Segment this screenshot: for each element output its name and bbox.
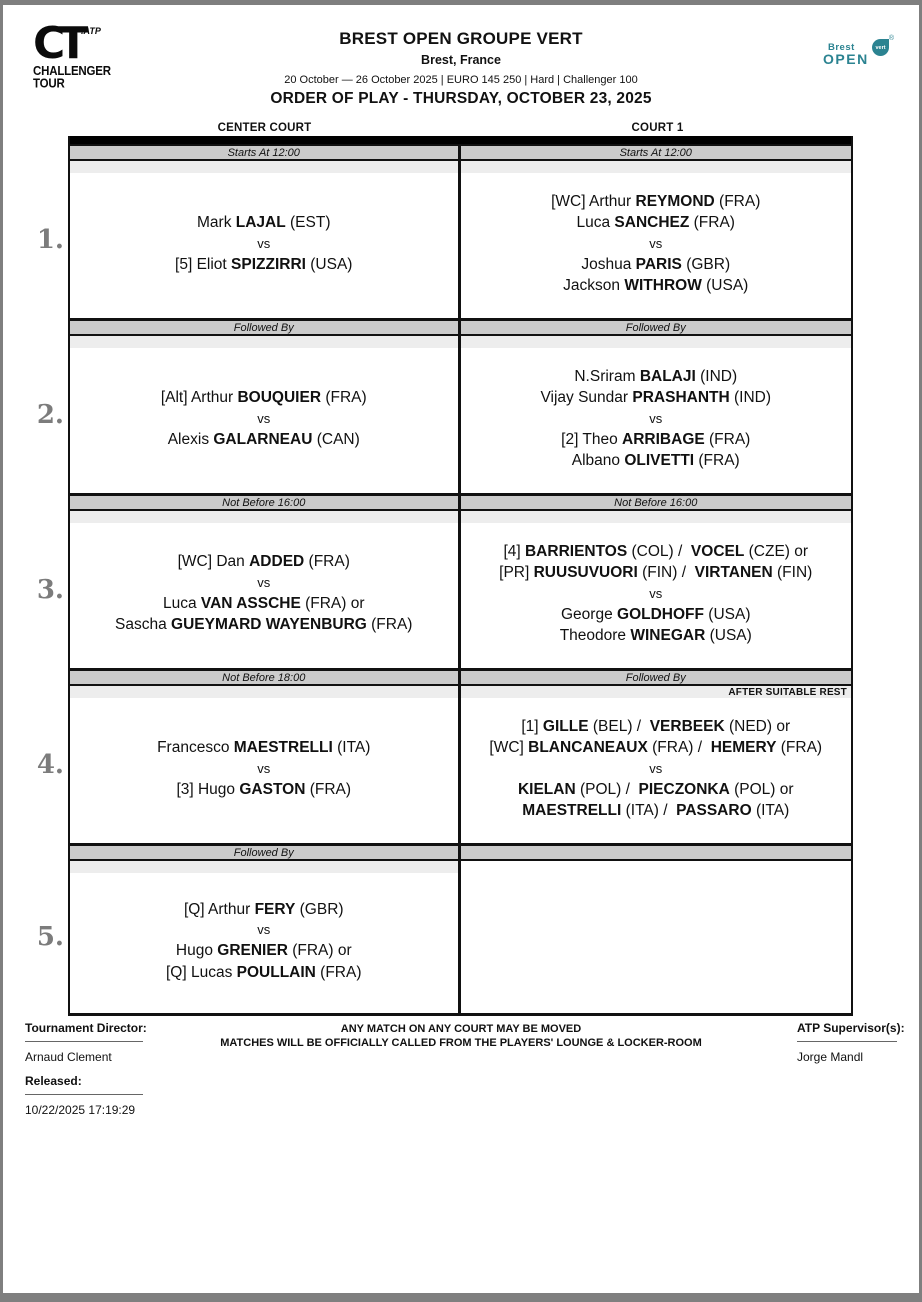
time-band: Starts At 12:00: [461, 144, 852, 161]
player-line: [176, 779, 351, 801]
match-content: [74, 521, 454, 666]
player-text: (CAN): [312, 430, 360, 448]
center-court-column: [70, 493, 461, 668]
player-text: (USA): [703, 605, 751, 623]
player-line: [489, 737, 822, 759]
player-text: [Q] Arthur: [183, 900, 255, 918]
schedule-row: [36, 144, 851, 318]
empty-match-cell: [461, 861, 852, 1013]
released-timestamp: 10/22/2025 17:19:29: [25, 1103, 136, 1117]
player-text: (FRA) or: [287, 942, 352, 960]
tour-text: TOUR: [33, 77, 65, 91]
player-line: [178, 551, 350, 573]
time-band: Followed By: [461, 318, 852, 336]
player-line: [197, 212, 330, 234]
player-text: Jackson: [563, 277, 625, 294]
footer-left: [25, 1021, 147, 1117]
schedule-row: [36, 668, 851, 843]
player-surname: GILLE: [542, 717, 589, 735]
time-band: Not Before 16:00: [461, 493, 852, 511]
vs-label: vs: [257, 922, 271, 938]
player-surname: FERY: [254, 900, 296, 918]
player-surname: MAESTRELLI: [522, 802, 622, 819]
schedule-row: [36, 318, 851, 493]
atp-wordmark: .ATP: [81, 26, 101, 36]
player-surname: WITHROW: [624, 277, 702, 294]
schedule-row: [36, 493, 851, 668]
center-court-column: [70, 144, 461, 318]
player-line: [540, 387, 771, 409]
player-text: [3] Hugo: [176, 780, 240, 798]
player-text: (FRA): [366, 616, 413, 634]
player-line: [157, 737, 370, 759]
vs-label: vs: [649, 410, 663, 426]
match-content: [74, 346, 454, 491]
player-text: (ITA) /: [621, 802, 677, 819]
player-text: (FIN) /: [637, 564, 695, 581]
player-surname: PIECZONKA: [638, 780, 730, 798]
player-text: (FRA): [315, 963, 362, 981]
match-cell: [461, 161, 852, 318]
match-content: [74, 171, 454, 316]
player-surname: VOCEL: [690, 542, 745, 560]
vs-label: vs: [257, 410, 271, 426]
player-text: Hugo: [175, 942, 218, 960]
match-cell: [70, 686, 458, 843]
table-top-bar: [70, 136, 851, 144]
vs-label: vs: [257, 235, 271, 251]
order-of-play-title: ORDER OF PLAY - THURSDAY, OCTOBER 23, 2025: [270, 90, 652, 107]
match-cell: [461, 336, 852, 493]
player-line: [168, 429, 360, 451]
tournament-director-label: Tournament Director:: [25, 1021, 147, 1035]
player-text: [2] Theo: [561, 430, 623, 448]
center-court-column: [70, 318, 461, 493]
match-content: [74, 696, 454, 841]
player-surname: SANCHEZ: [614, 214, 690, 231]
tournament-location: Brest, France: [421, 53, 501, 67]
player-surname: REYMOND: [635, 192, 715, 210]
court-1-column: [461, 668, 852, 843]
after-suitable-rest-note: AFTER SUITABLE REST: [728, 687, 847, 698]
player-text: (FRA): [304, 553, 350, 571]
player-text: Luca: [576, 214, 615, 231]
time-band: Not Before 16:00: [70, 493, 458, 511]
player-text: Luca: [162, 594, 201, 612]
player-surname: PASSARO: [676, 802, 752, 819]
player-line: [561, 604, 750, 626]
match-content: [465, 346, 848, 491]
player-text: (GBR): [681, 255, 731, 273]
time-band: Starts At 12:00: [70, 144, 458, 161]
player-text: [PR]: [499, 564, 534, 581]
match-number: 2.: [36, 399, 64, 430]
match-content: [465, 521, 848, 666]
player-surname: ARRIBAGE: [622, 430, 705, 448]
court-1-column: [461, 318, 852, 493]
footer-notice: [133, 1023, 789, 1050]
player-surname: VIRTANEN: [694, 564, 773, 581]
brest-open-vert-logo: [823, 35, 895, 84]
player-surname: GALARNEAU: [213, 430, 313, 448]
player-text: (POL) /: [575, 780, 639, 798]
player-text: (ITA): [332, 739, 371, 756]
player-text: (FIN): [772, 564, 813, 581]
brest-wordmark: Brest: [828, 42, 855, 53]
player-text: (NED) or: [724, 717, 791, 735]
court-1-column: [461, 843, 852, 1013]
player-text: (COL) /: [627, 542, 691, 560]
time-band: [461, 843, 852, 861]
player-text: (FRA): [689, 214, 735, 231]
player-text: (FRA): [704, 430, 751, 448]
player-surname: KIELAN: [517, 780, 576, 798]
player-line: [551, 191, 760, 213]
vert-droplet-icon: [872, 39, 889, 56]
divider: [797, 1041, 897, 1042]
player-surname: OLIVETTI: [624, 452, 695, 469]
time-band: Not Before 18:00: [70, 668, 458, 686]
match-cell: [461, 511, 852, 668]
player-text: (FRA): [305, 780, 352, 798]
player-surname: GUEYMARD WAYENBURG: [171, 616, 367, 634]
released-label: Released:: [25, 1074, 82, 1088]
match-content: [74, 871, 454, 1011]
player-surname: GRENIER: [217, 942, 288, 960]
player-text: Joshua: [581, 255, 636, 273]
player-text: (USA): [705, 627, 752, 644]
match-cell: [70, 336, 458, 493]
player-surname: LAJAL: [235, 214, 286, 231]
player-text: Sascha: [115, 616, 172, 634]
notice-line-2: MATCHES WILL BE OFFICIALLY CALLED FROM THE PLAYERS' LOUNGE & LOCKER-ROOM: [220, 1036, 702, 1049]
player-text: (ITA): [751, 802, 790, 819]
player-text: [Alt] Arthur: [160, 389, 238, 406]
player-line: [577, 212, 735, 234]
atp-supervisor-label: ATP Supervisor(s):: [797, 1021, 905, 1035]
player-text: (FRA): [776, 739, 823, 756]
player-surname: BARRIENTOS: [524, 542, 628, 560]
page: [3, 5, 919, 1293]
player-surname: MAESTRELLI: [233, 739, 333, 756]
divider: [25, 1094, 143, 1095]
player-text: Albano: [571, 452, 625, 469]
notice-line-1: ANY MATCH ON ANY COURT MAY BE MOVED: [340, 1023, 582, 1035]
player-surname: VERBEEK: [649, 717, 725, 735]
player-surname: BALAJI: [639, 367, 696, 385]
player-text: Theodore: [559, 627, 631, 644]
player-text: Mark: [197, 214, 236, 231]
player-line: [184, 899, 344, 921]
divider: [25, 1041, 143, 1042]
time-band: Followed By: [70, 843, 458, 861]
player-surname: BOUQUIER: [237, 389, 322, 406]
vert-badge-text: vert: [875, 44, 886, 51]
atp-supervisor-name: Jorge Mandl: [797, 1050, 864, 1064]
player-text: [Q] Lucas: [165, 963, 237, 981]
player-line: [115, 614, 412, 636]
vs-label: vs: [649, 760, 663, 776]
player-text: (FRA) /: [647, 739, 711, 756]
player-text: (FRA): [714, 192, 761, 210]
player-line: [499, 562, 812, 584]
time-band: Followed By: [70, 318, 458, 336]
tournament-title: BREST OPEN GROUPE VERT: [339, 29, 583, 48]
player-line: [175, 254, 352, 276]
tournament-details: 20 October — 26 October 2025 | EURO 145 250 | Hard | Challenger 100: [284, 74, 638, 86]
player-surname: SPIZZIRRI: [231, 255, 306, 273]
court-1-column: [461, 144, 852, 318]
match-content: [465, 696, 848, 841]
vs-label: vs: [257, 760, 271, 776]
match-number: 5.: [36, 922, 64, 952]
player-text: (USA): [305, 255, 353, 273]
player-line: [522, 800, 789, 822]
schedule-row: [36, 843, 851, 1013]
player-line: [560, 625, 752, 647]
player-line: [176, 940, 352, 962]
challenger-tour-wordmark: [33, 66, 153, 91]
player-surname: GOLDHOFF: [617, 605, 704, 623]
match-cell: [70, 861, 458, 1013]
schedule-sections: [36, 144, 851, 1013]
player-line: [574, 366, 737, 388]
player-text: (FRA) or: [300, 594, 365, 612]
player-surname: GASTON: [239, 780, 306, 798]
footer-right: [797, 1021, 905, 1064]
match-number: 1.: [36, 225, 64, 255]
player-text: (GBR): [295, 900, 344, 918]
player-surname: POULLAIN: [236, 963, 316, 981]
player-line: [503, 541, 808, 563]
player-text: George: [561, 605, 618, 623]
player-surname: ADDED: [249, 553, 305, 571]
vs-label: vs: [257, 574, 271, 590]
player-line: [166, 962, 362, 984]
player-text: [WC] Arthur: [551, 192, 636, 210]
player-line: [161, 387, 367, 409]
player-surname: VAN ASSCHE: [200, 594, 301, 612]
tournament-header: [143, 29, 779, 86]
player-line: [561, 429, 750, 451]
player-text: Alexis: [167, 430, 214, 448]
player-surname: RUUSUVUORI: [533, 564, 638, 581]
player-text: [WC] Dan: [177, 553, 250, 571]
match-number: 4.: [36, 749, 64, 780]
player-surname: PRASHANTH: [632, 389, 730, 406]
match-cell: [70, 161, 458, 318]
player-surname: HEMERY: [710, 739, 777, 756]
player-text: (POL) or: [729, 780, 794, 798]
player-line: [163, 593, 365, 615]
player-text: [5] Eliot: [175, 255, 232, 273]
match-content: [465, 171, 848, 316]
vs-label: vs: [649, 235, 663, 251]
column-header-court-1: COURT 1: [631, 122, 684, 134]
registered-mark: ®: [888, 35, 894, 42]
player-text: (EST): [285, 214, 331, 231]
player-line: [563, 275, 748, 297]
vs-label: vs: [649, 585, 663, 601]
player-line: [581, 254, 730, 276]
player-text: (FRA): [321, 389, 367, 406]
player-text: N.Sriram: [574, 367, 640, 385]
match-cell: [70, 511, 458, 668]
player-surname: BLANCANEAUX: [528, 739, 648, 756]
atp-challenger-tour-logo: [33, 18, 153, 95]
column-header-center-court: CENTER COURT: [217, 122, 312, 134]
player-surname: PARIS: [635, 255, 682, 273]
center-court-column: [70, 668, 461, 843]
player-text: (FRA): [694, 452, 740, 469]
player-text: (IND): [695, 367, 738, 385]
match-number: 3.: [36, 574, 64, 605]
player-text: (BEL) /: [588, 717, 650, 735]
court-1-column: [461, 493, 852, 668]
player-text: (CZE) or: [744, 542, 809, 560]
time-band: Followed By: [461, 668, 852, 686]
center-court-column: [70, 843, 461, 1013]
player-text: (USA): [701, 277, 749, 294]
player-line: [572, 450, 740, 472]
player-text: Vijay Sundar: [540, 389, 633, 406]
player-line: [521, 716, 790, 738]
tournament-director-name: Arnaud Clement: [25, 1050, 112, 1064]
player-text: [WC]: [489, 739, 529, 756]
player-text: Francesco: [157, 739, 234, 756]
challenger-text: CHALLENGER: [33, 64, 111, 79]
player-text: [1]: [521, 717, 543, 735]
player-text: (IND): [729, 389, 772, 406]
player-line: [518, 779, 794, 801]
ct-monogram-icon: CT: [33, 18, 82, 69]
order-of-play-table: [36, 136, 853, 1016]
open-wordmark: OPEN: [823, 51, 869, 67]
player-text: [4]: [503, 542, 525, 560]
match-cell: [461, 686, 852, 843]
player-surname: WINEGAR: [630, 627, 706, 644]
